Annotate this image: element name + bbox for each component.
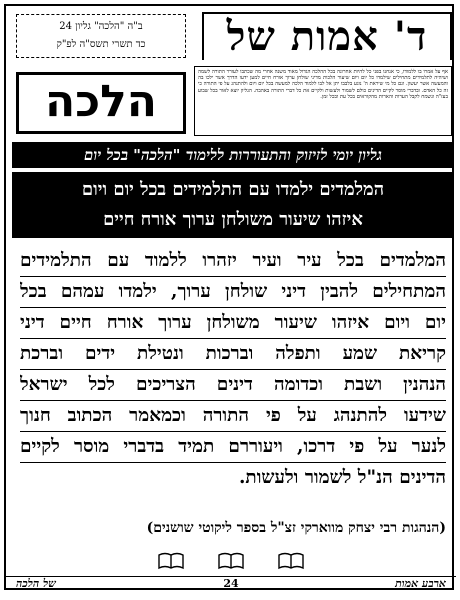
page-number: 24 [223, 577, 239, 590]
halacha-title: הלכה [16, 72, 186, 134]
body-line: שידעו להתנהג על פי התורה וכמאמר הכתוב חנוך [20, 401, 446, 432]
page-footer [6, 576, 456, 591]
page-frame [4, 4, 454, 590]
article-body [20, 246, 446, 493]
body-line: לנער על פי דרכו, ויעוררם תמיד בדברי מוסר לקיים [20, 432, 446, 463]
issue-info-box [16, 14, 186, 58]
book-icon [158, 552, 184, 575]
tagline-strip: גליון יומי לזיזוק והתעוררות ללימוד "הלכה" בכל יום [12, 142, 454, 168]
book-icon [218, 552, 244, 575]
body-line: המלמדים בכל עיר ועיר יזהרו ללמוד עם התלמידים [20, 246, 446, 277]
body-line: קריאת שמע ותפלה וברכות ונטילת ידים וברכת [20, 339, 446, 370]
book-icon [278, 552, 304, 575]
intro-notice: אף על אמרו בו ללמודו, כי אנחנו בפני כל להיות אחרונה בכל ההלכה הגדול מאוד משנה אחרי מה שכתבו לעורר התורה לשמה ושיהיה לתלמידים מתחילים שילמדו כל יום ויום שיעור הלכות מדיני שולחן ערוך אורח חיים למען ידעו הדרך אשר ילכו בה והמעשה אשר יעשון. וגם כל מי שיראת ה' נוגע בלבבו יתן אל לבו ללמוד הלכה למעשה בכל יום ויום ולהתנהג על פי התורה כי זה כל האדם. ובדברי מוסר לקיים הדינים כולם לשמור ולעשות ולקיים את כל דברי התורה באהבה. הגליון יוצא לאור בכל שבוע בעז"ה ונשמח לקבל הערות והארות מהקוראים בכל עת ובכל זמן. [194, 66, 452, 136]
article-headline [12, 172, 454, 238]
body-line: המתחילים להבין דיני שולחן ערוך, ילמדו עמהם בכל [20, 277, 446, 308]
footer-right: ארבע אמות [395, 577, 446, 590]
body-line: יום ויום איזהו שיעור משולחן ערוך אורח חיים דיני [20, 308, 446, 339]
body-line: הדינים הנ"ל לשמור ולעשות. [238, 467, 446, 488]
source-citation: (הנהגות רבי יצחק מווארקי זצ"ל בספר ליקוטי שושנים) [146, 520, 446, 536]
issue-date: כד תשרי תשס"ה לפ"ק [56, 39, 146, 50]
headline-line-2: איזהו שיעור משולחן ערוך אורח חיים [103, 209, 363, 230]
footer-left: של הלכה [16, 577, 56, 590]
book-ornaments [6, 552, 456, 572]
masthead-title: ד' אמות של [202, 12, 452, 60]
issue-number: ב"ה "הלכה" גליון 24 [59, 21, 143, 32]
headline-line-1: המלמדים ילמדו עם התלמידים בכל יום ויום [81, 179, 385, 200]
body-line: הנהנין ושבת וכדומה דינים הצריכים לכל ישראל [20, 370, 446, 401]
